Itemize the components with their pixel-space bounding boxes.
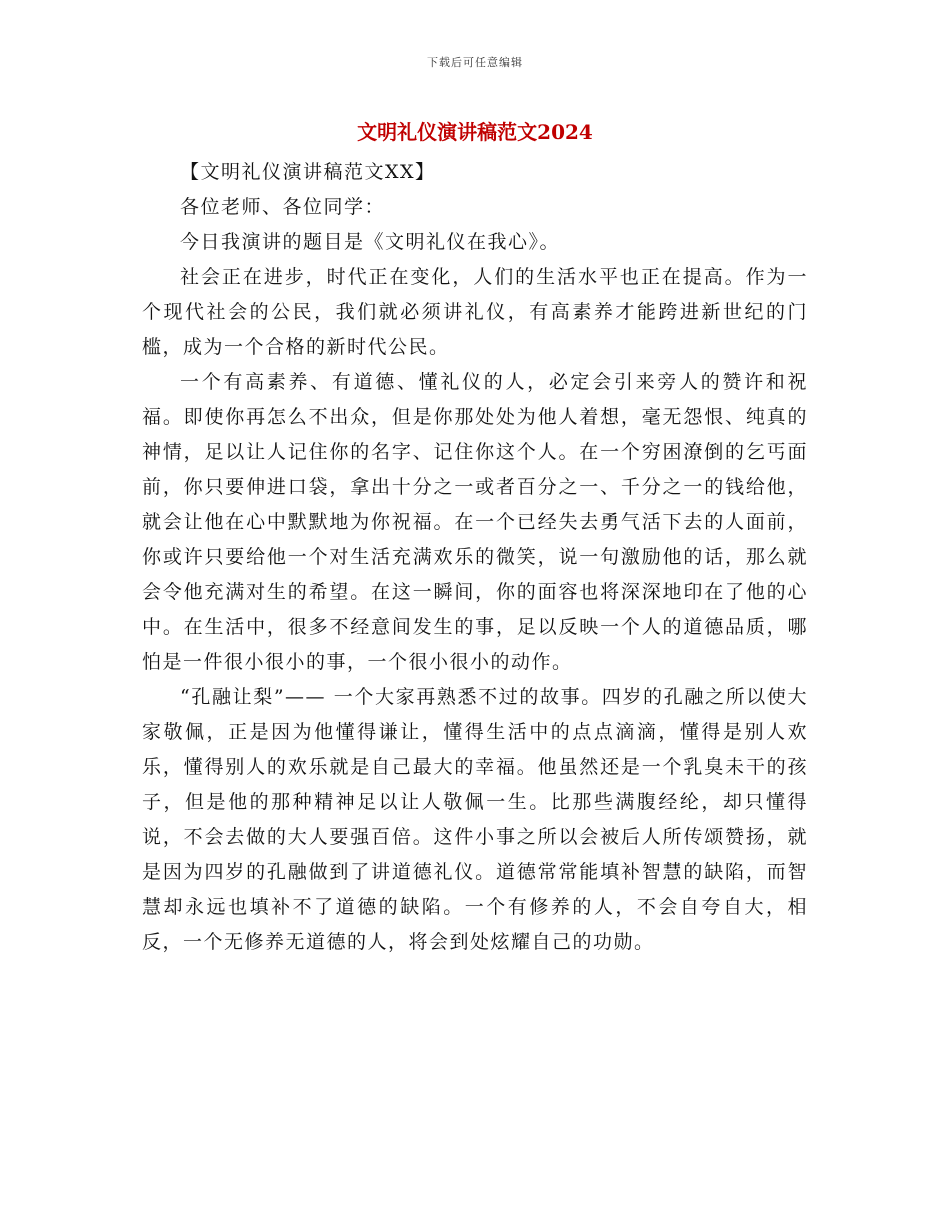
paragraph: 社会正在进步，时代正在变化，人们的生活水平也正在提高。作为一个现代社会的公民，我们就必须讲礼仪，有高素养才能跨进新世纪的门槛，成为一个合格的新时代公民。: [142, 266, 808, 358]
paragraph-heading: 【文明礼仪演讲稿范文XX】: [180, 161, 436, 183]
header-note: 下载后可任意编辑: [427, 56, 523, 69]
paragraph-salutation: 各位老师、各位同学：: [180, 196, 386, 218]
paragraph: “孔融让梨”—— 一个大家再熟悉不过的故事。四岁的孔融之所以使大家敬佩，正是因为他懂得谦让，懂得生活中的点点滴滴，懂得是别人欢乐，懂得别人的欢乐就是自己最大的幸福。他虽然还是一个乳臭未干的孩子，但是他的那种精神足以让人敬佩一生。比那些满腹经纶，却只懂得说，不会去做的大人要强百倍。这件小事之所以会被后人所传颂赞扬，就是因为四岁的孔融做到了讲道德礼仪。道德常常能填补智慧的缺陷，而智慧却永远也填补不了道德的缺陷。一个有修养的人，不会自夸自大，相反，一个无修养无道德的人，将会到处炫耀自己的功勋。: [142, 686, 808, 953]
document-title: 文明礼仪演讲稿范文2024: [357, 120, 593, 144]
paragraph: 一个有高素养、有道德、懂礼仪的人，必定会引来旁人的赞许和祝福。即使你再怎么不出众，但是你那处处为他人着想，毫无怨恨、纯真的神情，足以让人记住你的名字、记住你这个人。在一个穷困潦倒的乞丐面前，你只要伸进口袋，拿出十分之一或者百分之一、千分之一的钱给他，就会让他在心中默默地为你祝福。在一个已经失去勇气活下去的人面前，你或许只要给他一个对生活充满欢乐的微笑，说一句激励他的话，那么就会令他充满对生的希望。在这一瞬间，你的面容也将深深地印在了他的心中。在生活中，很多不经意间发生的事，足以反映一个人的道德品质，哪怕是一件很小很小的事，一个很小很小的动作。: [142, 371, 808, 673]
paragraph-topic: 今日我演讲的题目是《文明礼仪在我心》。: [180, 231, 561, 253]
document-body: [142, 155, 808, 960]
